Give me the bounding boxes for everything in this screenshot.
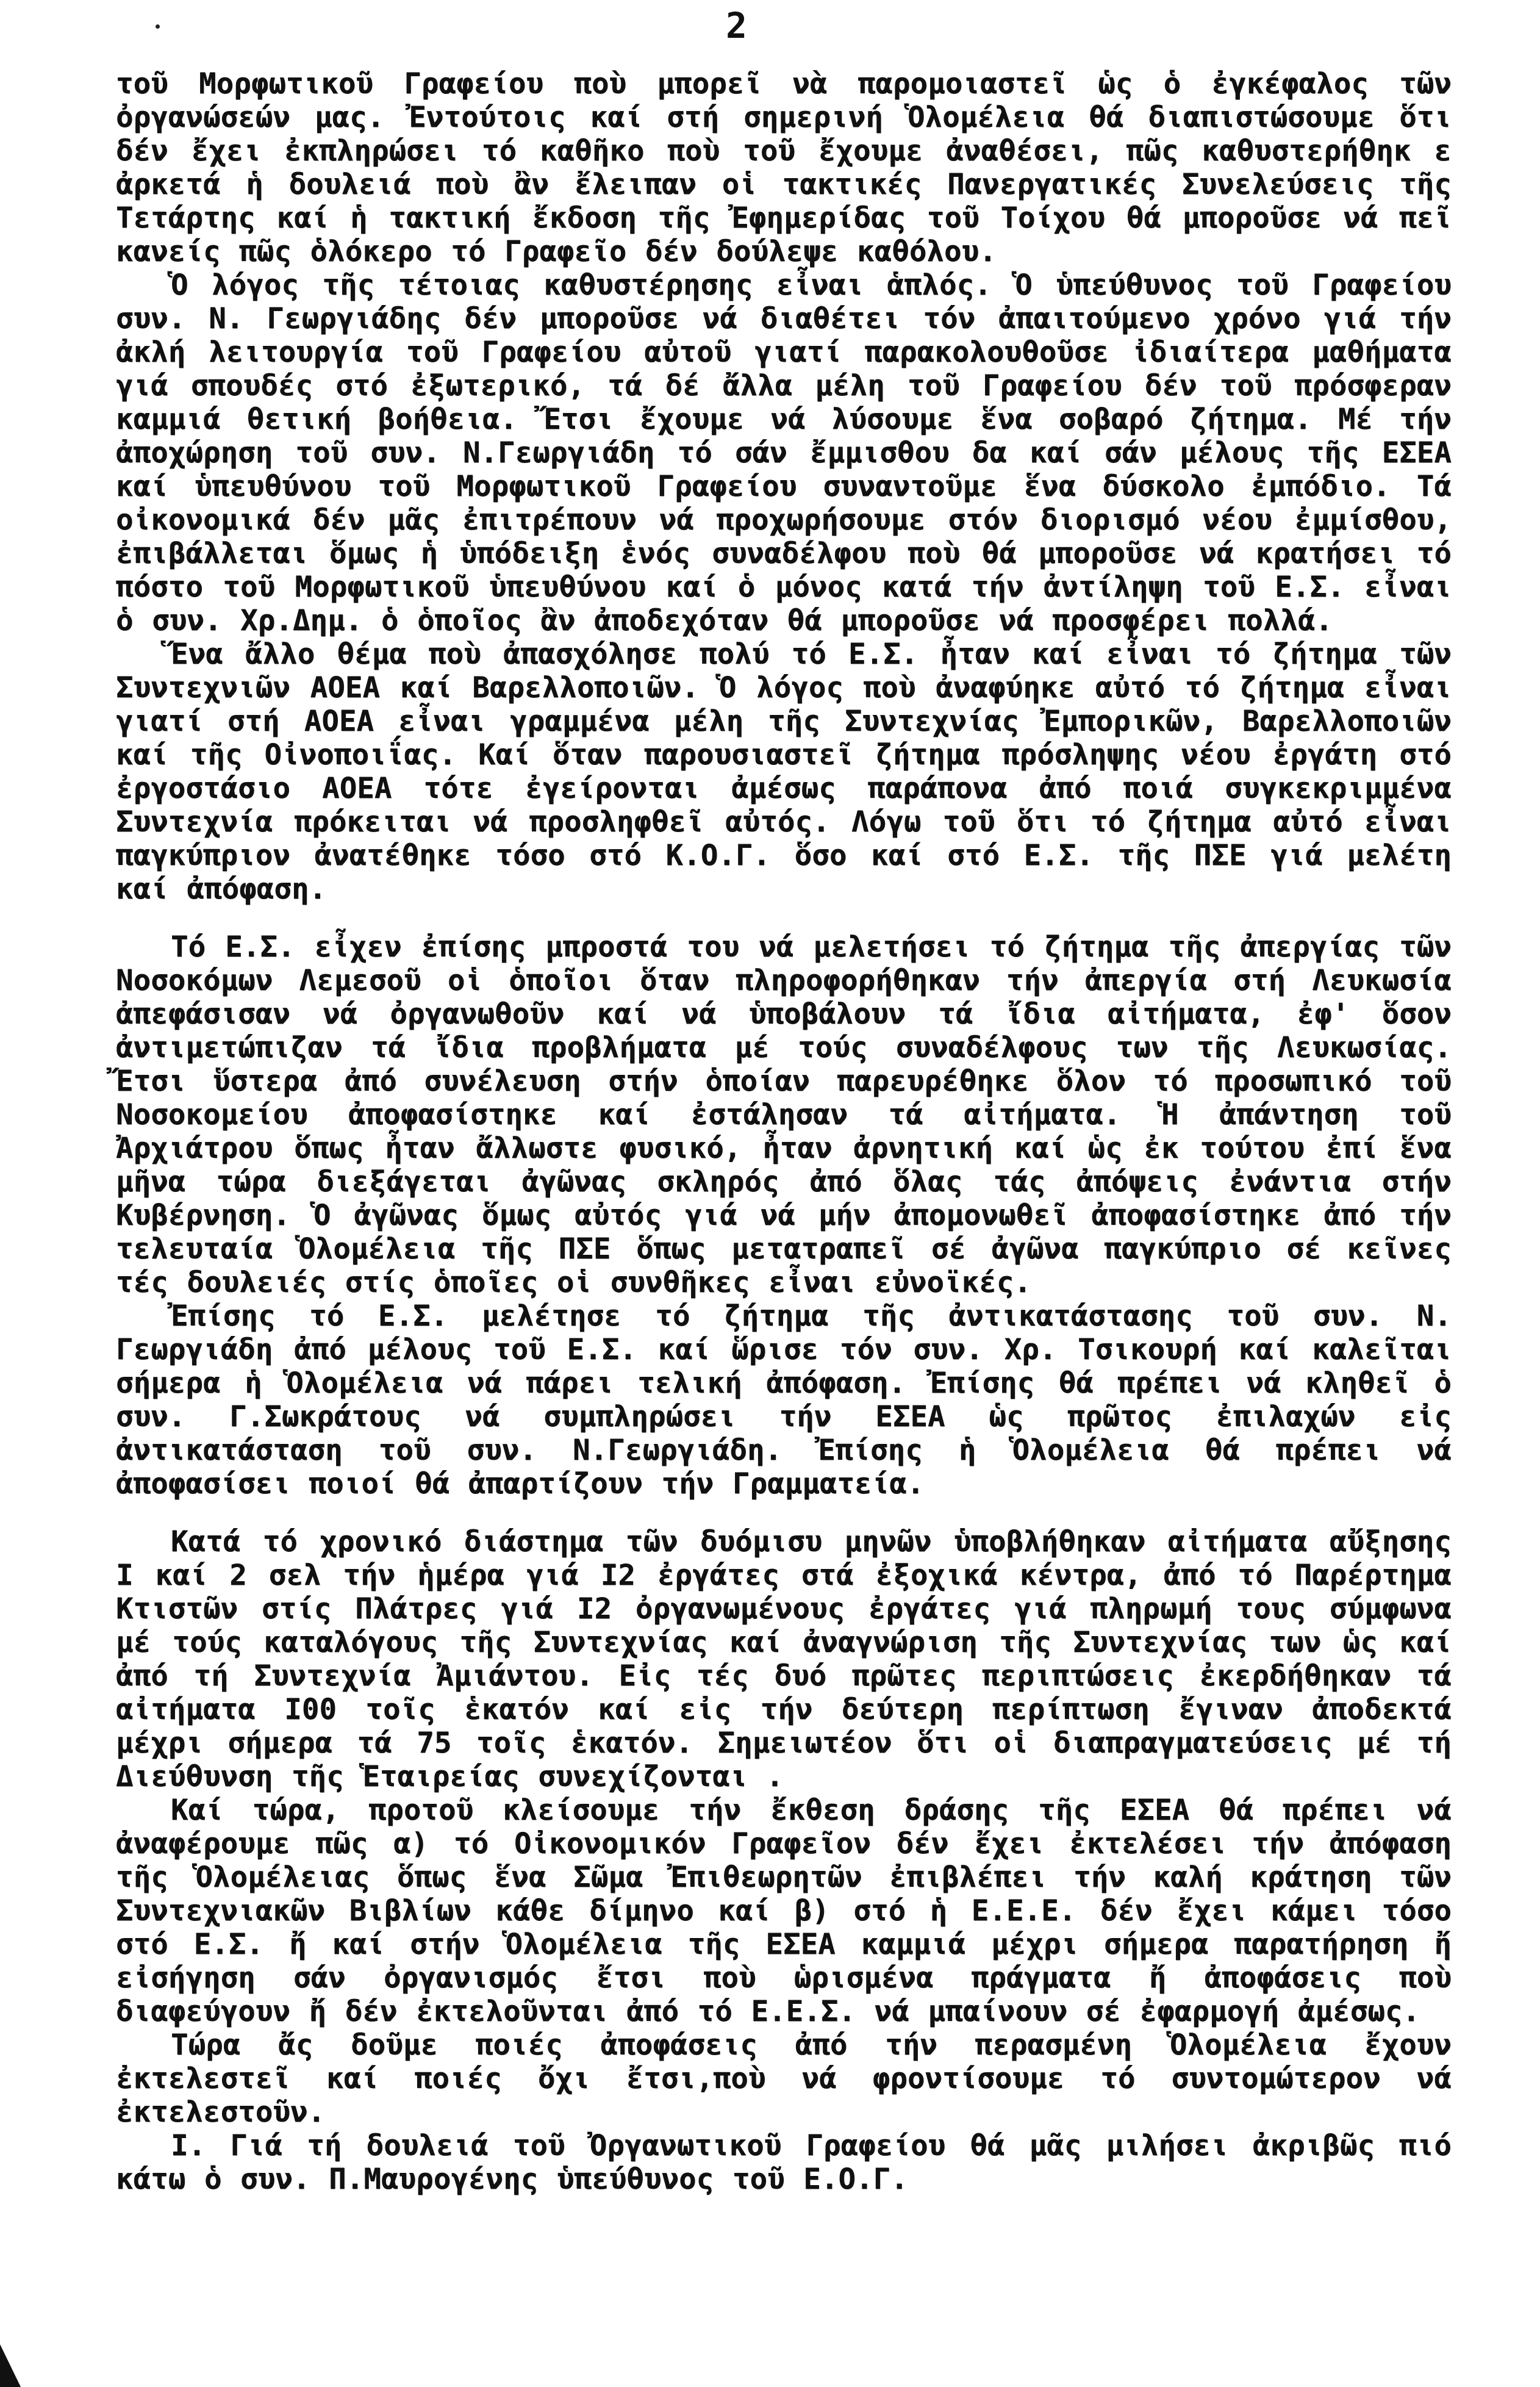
paragraph-nurses-strike: Τό Ε.Σ. εἶχεν ἐπίσης μπροστά του νά μελετήσει τό ζήτημα τῆς ἀπεργίας τῶν Νοσοκόμων Λεμεσοῦ οἱ ὁποῖοι ὅταν πληροφορήθηκαν τήν ἀπεργία στή Λευκωσία ἀπεφάσισαν νά ὀργανωθοῦν καί νά ὑποβάλουν τά ἴδια αἰτήματα, ἐφ' ὅσον ἀντιμετώπιζαν τά ἴδια προβλήματα μέ τούς συναδέλφους των τῆς Λευκωσίας. Ἔτσι ὕστερα ἀπό συνέλευση στήν ὁποίαν παρευρέθηκε ὅλον τό προσωπικό τοῦ Νοσοκομείου ἀποφασίστηκε καί ἐστάλησαν τά αἰτήματα. Ἡ ἀπάντηση τοῦ Ἀρχιάτρου ὅπως ἦταν ἄλλωστε φυσικό, ἦταν ἀρνητική καί ὡς ἐκ τούτου ἐπί ἕνα μῆνα τώρα διεξάγεται ἀγῶνας σκληρός ἀπό ὅλας τάς ἀπόψεις ἐνάντια στήν Κυβέρνηση. Ὁ ἀγῶνας ὅμως αὐτός γιά νά μήν ἀπομονωθεῖ ἀποφασίστηκε ἀπό τήν τελευταία Ὁλομέλεια τῆς ΠΣΕ ὅπως μετατραπεῖ σέ ἀγῶνα παγκύπριο σέ κεῖνες τές δουλειές στίς ὁποῖες οἱ συνθῆκες εἶναι εὐνοϊκές. [116, 930, 1470, 1299]
scan-corner-mark [0, 2344, 21, 2387]
page-number: 2 [726, 5, 748, 46]
paragraph-morphotiko-office: τοῦ Μορφωτικοῦ Γραφείου ποὺ μπορεῖ νὰ παρομοιαστεῖ ὡς ὁ ἐγκέφαλος τῶν ὀργανώσεών μας. Ἐντούτοις καί στή σημερινή Ὁλομέλεια θά διαπιστώσουμε ὅτι δέν ἔχει ἐκπληρώσει τό καθῆκο ποὺ τοῦ ἔχουμε ἀναθέσει, πῶς καθυστερήθηκ ε ἀρκετά ἡ δουλειά ποὺ ἂν ἔλειπαν οἱ τακτικές Πανεργατικές Συνελεύσεις τῆς Τετάρτης καί ἡ τακτική ἔκδοση τῆς Ἐφημερίδας τοῦ Τοίχου θά μποροῦσε νά πεῖ κανείς πῶς ὁλόκερο τό Γραφεῖο δέν δούλεψε καθόλου. [116, 67, 1470, 268]
scan-speck [156, 24, 160, 29]
paragraph-closing-report: Καί τώρα, προτοῦ κλείσουμε τήν ἔκθεση δράσης τῆς ΕΣΕΑ θά πρέπει νά ἀναφέρουμε πῶς α) τό Οἰκονομικόν Γραφεῖον δέν ἔχει ἐκτελέσει τήν ἀπόφαση τῆς Ὁλομέλειας ὅπως ἕνα Σῶμα Ἐπιθεωρητῶν ἐπιβλέπει τήν καλή κράτηση τῶν Συντεχνιακῶν Βιβλίων κάθε δίμηνο καί β) στό ἡ Ε.Ε.Ε. δέν ἔχει κάμει τόσο στό Ε.Σ. ἤ καί στήν Ὁλομέλεια τῆς ΕΣΕΑ καμμιά μέχρι σήμερα παρατήρηση ἤ εἰσήγηση σάν ὀργανισμός ἔτσι ποὺ ὡρισμένα πράγματα ἤ ἀποφάσεις ποὺ διαφεύγουν ἤ δέν ἐκτελοῦνται ἀπό τό Ε.Ε.Σ. νά μπαίνουν σέ ἐφαρμογή ἀμέσως. [116, 1793, 1470, 2028]
paragraph-wage-demands: Κατά τό χρονικό διάστημα τῶν δυόμισυ μηνῶν ὑποβλήθηκαν αἰτήματα αὔξησης I καί 2 σελ τήν ἡμέρα γιά I2 ἐργάτες στά ἐξοχικά κέντρα, ἀπό τό Παρέρτημα Κτιστῶν στίς Πλάτρες γιά I2 ὀργανωμένους ἐργάτες γιά πληρωμή τους σύμφωνα μέ τούς καταλόγους τῆς Συντεχνίας καί ἀναγνώριση τῆς Συντεχνίας των ὡς καί ἀπό τή Συντεχνία Ἀμιάντου. Εἰς τές δυό πρῶτες περιπτώσεις ἐκερδήθηκαν τά αἰτήματα I00 τοῖς ἑκατόν καί εἰς τήν δεύτερη περίπτωση ἔγιναν ἀποδεκτά μέχρι σήμερα τά 75 τοῖς ἑκατόν. Σημειωτέον ὅτι οἱ διαπραγματεύσεις μέ τή Διεύθυνση τῆς Ἑταιρείας συνεχίζονται . [116, 1525, 1470, 1793]
paragraph-delay-reason: Ὁ λόγος τῆς τέτοιας καθυστέρησης εἶναι ἁπλός. Ὁ ὑπεύθυνος τοῦ Γραφείου συν. Ν. Γεωργιάδης δέν μποροῦσε νά διαθέτει τόν ἀπαιτούμενο χρόνο γιά τήν ἀκλή λειτουργία τοῦ Γραφείου αὐτοῦ γιατί παρακολουθοῦσε ἰδιαίτερα μαθήματα γιά σπουδές στό ἐξωτερικό, τά δέ ἄλλα μέλη τοῦ Γραφείου δέν τοῦ πρόσφεραν καμμιά θετική βοήθεια. Ἔτσι ἔχουμε νά λύσουμε ἕνα σοβαρό ζήτημα. Μέ τήν ἀποχώρηση τοῦ συν. Ν.Γεωργιάδη τό σάν ἔμμισθου δα καί σάν μέλους τῆς ΕΣΕΑ καί ὑπευθύνου τοῦ Μορφωτικοῦ Γραφείου συναντοῦμε ἕνα δύσκολο ἐμπόδιο. Τά οἰκονομικά δέν μᾶς ἐπιτρέπουν νά προχωρήσουμε στόν διορισμό νέου ἐμμίσθου, ἐπιβάλλεται ὅμως ἡ ὑπόδειξη ἑνός συναδέλφου ποὺ θά μποροῦσε νά κρατήσει τό πόστο τοῦ Μορφωτικοῦ ὑπευθύνου καί ὁ μόνος κατά τήν ἀντίληψη τοῦ Ε.Σ. εἶναι ὁ συν. Χρ.Δημ. ὁ ὁποῖος ἂν ἀποδεχόταν θά μποροῦσε νά προσφέρει πολλά. [116, 268, 1470, 637]
paragraph-previous-decisions: Τώρα ἄς δοῦμε ποιές ἀποφάσεις ἀπό τήν περασμένη Ὁλομέλεια ἔχουν ἐκτελεστεῖ καί ποιές ὄχι ἔτσι,ποὺ νά φροντίσουμε τό συντομώτερον νά ἐκτελεστοῦν. [116, 2028, 1470, 2129]
paragraph-replacement: Ἐπίσης τό Ε.Σ. μελέτησε τό ζήτημα τῆς ἀντικατάστασης τοῦ συν. Ν. Γεωργιάδη ἀπό μέλους τοῦ Ε.Σ. καί ὥρισε τόν συν. Χρ. Τσικουρή καί καλεῖται σήμερα ἡ Ὁλομέλεια νά πάρει τελική ἀπόφαση. Ἐπίσης θά πρέπει νά κληθεῖ ὁ συν. Γ.Σωκράτους νά συμπληρώσει τήν ΕΣΕΑ ὡς πρῶτος ἐπιλαχών εἰς ἀντικατάσταση τοῦ συν. Ν.Γεωργιάδη. Ἐπίσης ἡ Ὁλομέλεια θά πρέπει νά ἀποφασίσει ποιοί θά ἀπαρτίζουν τήν Γραμματεία. [116, 1299, 1470, 1501]
paragraph-organising-office: I. Γιά τή δουλειά τοῦ Ὀργανωτικοῦ Γραφείου θά μᾶς μιλήσει ἀκριβῶς πιό κάτω ὁ συν. Π.Μαυρογένης ὑπεύθυνος τοῦ Ε.Ο.Γ. [116, 2129, 1470, 2196]
paragraph-aoea-unions: Ἕνα ἄλλο θέμα ποὺ ἀπασχόλησε πολύ τό Ε.Σ. ἦταν καί εἶναι τό ζήτημα τῶν Συντεχνιῶν ΑΟΕΑ καί Βαρελλοποιῶν. Ὁ λόγος ποὺ ἀναφύηκε αὐτό τό ζήτημα εἶναι γιατί στή ΑΟΕΑ εἶναι γραμμένα μέλη τῆς Συντεχνίας Ἐμπορικῶν, Βαρελλοποιῶν καί τῆς Οἰνοποιΐας. Καί ὅταν παρουσιαστεῖ ζήτημα πρόσληψης νέου ἐργάτη στό ἐργοστάσιο ΑΟΕΑ τότε ἐγείρονται ἀμέσως παράπονα ἀπό ποιά συγκεκριμμένα Συντεχνία πρόκειται νά προσληφθεῖ αὐτός. Λόγω τοῦ ὅτι τό ζήτημα αὐτό εἶναι παγκύπριον ἀνατέθηκε τόσο στό Κ.Ο.Γ. ὅσο καί στό Ε.Σ. τῆς ΠΣΕ γιά μελέτη καί ἀπόφαση. [116, 637, 1470, 906]
typed-text-body [116, 67, 1470, 2196]
